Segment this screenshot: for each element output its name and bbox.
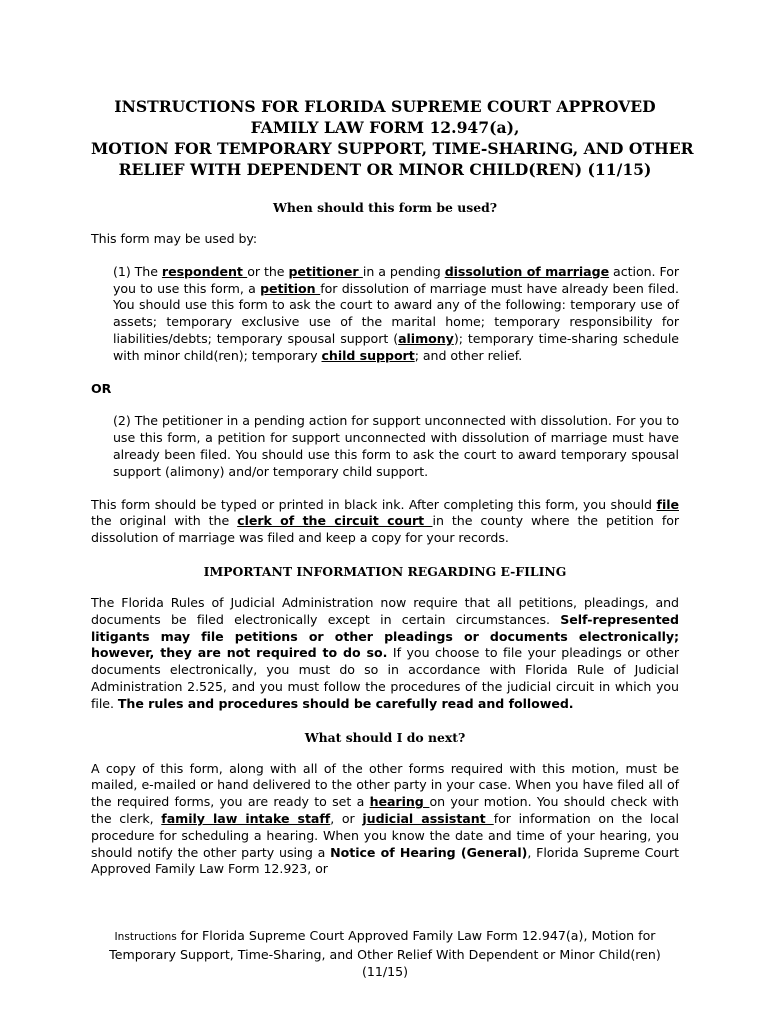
item-1-text: The — [130, 263, 162, 279]
next-text: for information on the local procedure for scheduling a hearing. When you know the date and time of your hearing, you should notify the other party using a — [91, 810, 679, 860]
document-page — [91, 96, 694, 878]
petition-link: petition — [260, 280, 321, 296]
intake-staff-link: family law intake staff — [161, 810, 331, 826]
alimony-link: alimony — [398, 330, 454, 346]
when-intro: This form may be used by: — [91, 231, 258, 246]
next-paragraph — [91, 761, 679, 879]
next-heading: What should I do next? — [304, 729, 466, 745]
hearing-link: hearing — [369, 794, 430, 810]
next-text: A copy of this form, along with all of the other forms required with this motion, must be mailed, e-mailed or hand delivered to the other party in your case. When you have filed all of the required forms, you are ready to set a — [91, 760, 679, 810]
efiling-text: The Florida Rules of Judicial Administration now require that all petitions, pleadings, and documents be filed electronically except in certain circumstances. — [91, 594, 679, 627]
next-text: , Florida Supreme Court Approved Family Law Form 12.923, or — [91, 844, 679, 877]
efiling-bold-rules: The rules and procedures should be carefully read and followed. — [117, 695, 574, 711]
or-divider: OR — [91, 380, 112, 396]
petitioner-link: petitioner — [288, 263, 363, 279]
when-item-1 — [91, 264, 679, 365]
efiling-bold-notice: Self-represented litigants may file petitions or other pleadings or documents electronically; however, they are not required to do so. — [91, 611, 679, 661]
notice-of-hearing: Notice of Hearing (General) — [330, 844, 528, 860]
item-1-text: or the — [247, 263, 289, 279]
item-1-text: action. For you to use this form, a — [113, 263, 679, 296]
typed-text: This form should be typed or printed in black ink. After completing this form, you should — [91, 496, 657, 512]
page-footer — [91, 927, 679, 980]
item-1-text: for dissolution of marriage must have already been filed. You should use this form to ask the court to award any of the following: temporary use of assets; temporary exclusive use of the marital home; temporary responsibility for liabilities/debts; temporary spousal support ( — [113, 280, 679, 346]
item-1-number: (1) — [113, 263, 131, 279]
footer-text: for Florida Supreme Court Approved Family Law Form 12.947(a), Motion for Temporary Support, Time-Sharing, and Other Relief With Dependent or Minor Child(ren) (11/15) — [109, 928, 661, 979]
next-text: on your motion. You should check with the clerk, — [91, 794, 679, 826]
typed-text: in the county where the petition for dissolution of marriage was filed and keep a copy for your records. — [91, 513, 679, 546]
item-1-text: in a pending — [362, 263, 445, 279]
judicial-assistant-link: judicial assistant — [362, 810, 494, 826]
typed-instructions — [91, 497, 679, 547]
dissolution-link: dissolution of marriage — [444, 263, 610, 279]
footer-instructions: Instructions — [114, 931, 177, 943]
item-1-text: ); temporary time-sharing schedule with minor child(ren); temporary — [113, 330, 679, 363]
document-title — [91, 96, 694, 180]
efiling-heading: IMPORTANT INFORMATION REGARDING E-FILING — [203, 563, 567, 579]
typed-text: the original with the — [91, 513, 238, 529]
child-support-link: child support — [321, 347, 415, 363]
title-line-3: MOTION FOR TEMPORARY SUPPORT, TIME-SHARING, AND OTHER — [91, 139, 694, 158]
efiling-paragraph — [91, 595, 679, 713]
title-line-1: INSTRUCTIONS FOR FLORIDA SUPREME COURT APPROVED — [114, 97, 656, 116]
file-link: file — [656, 496, 679, 512]
when-item-2: (2) The petitioner in a pending action for support unconnected with dissolution. For you to use this form, a petition for support unconnected with dissolution of marriage must have already been filed. You should use this form to ask the court to award temporary spousal support (alimony) and/or temporary child support. — [113, 413, 679, 479]
efiling-text: If you choose to file your pleadings or other documents electronically, you must do so in accordance with Florida Rule of Judicial Administration 2.525, and you must follow the procedures of the judicial circuit in which you file. — [91, 645, 679, 711]
respondent-link: respondent — [161, 263, 248, 279]
title-line-4: RELIEF WITH DEPENDENT OR MINOR CHILD(REN) (11/15) — [118, 160, 652, 179]
when-heading: When should this form be used? — [273, 200, 497, 215]
next-text: , or — [330, 810, 363, 826]
item-1-text: ; and other relief. — [414, 347, 523, 363]
clerk-link: clerk of the circuit court — [237, 513, 433, 529]
title-line-2: FAMILY LAW FORM 12.947(a), — [250, 118, 520, 137]
